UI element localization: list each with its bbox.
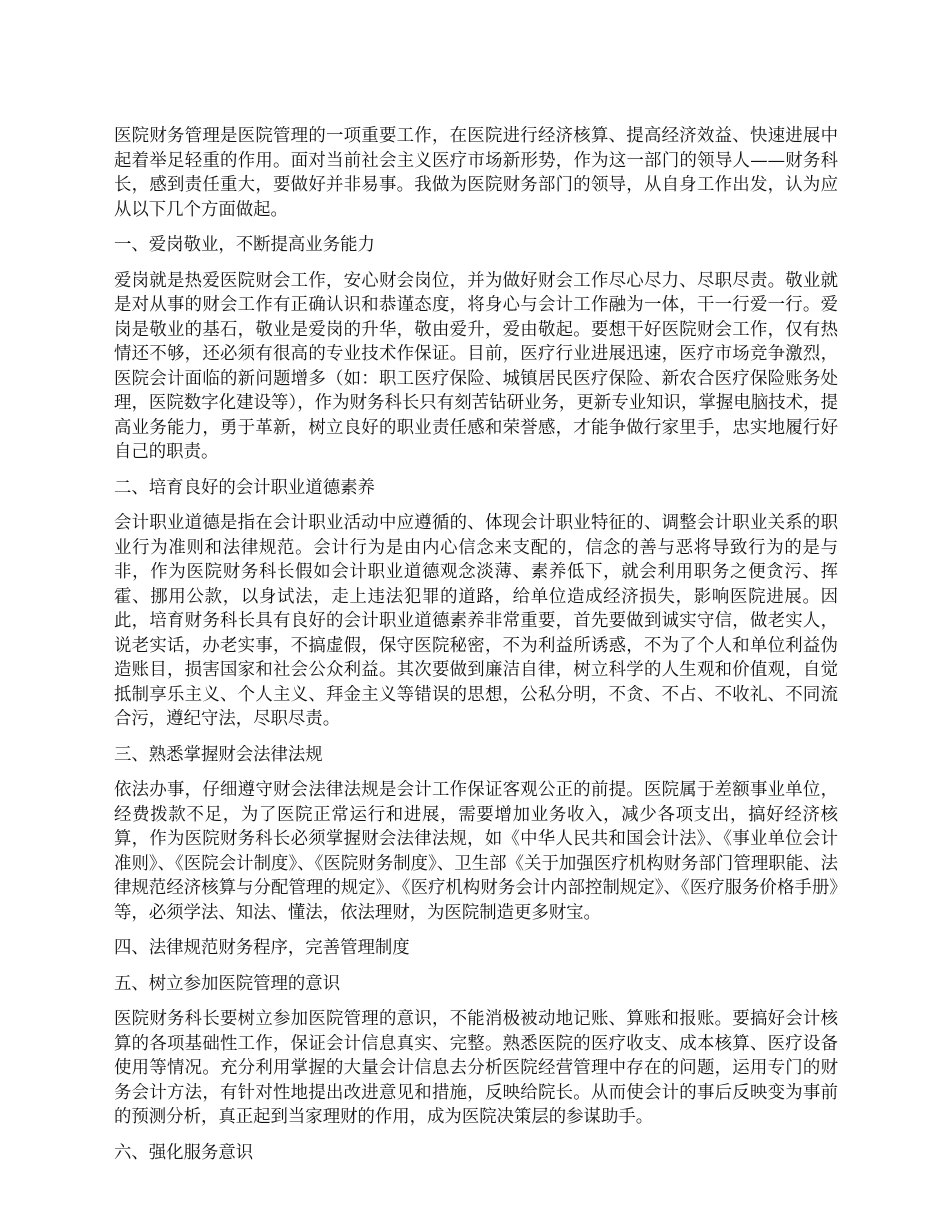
section-1-heading: 一、爱岗敬业，不断提高业务能力 xyxy=(114,235,375,255)
intro-paragraph: 医院财务管理是医院管理的一项重要工作，在医院进行经济核算、提高经济效益、快速进展中起着举足轻重的作用。面对当前社会主义医疗市场新形势，作为这一部门的领导人——财务科长，感到责任重大，要做好并非易事。我做为医院财务部门的领导，从自身工作出发，认为应从以下几个方面做起。 xyxy=(114,126,838,220)
section-5-body: 医院财务科长要树立参加医院管理的意识，不能消极被动地记账、算账和报账。要搞好会计核算的各项基础性工作，保证会计信息真实、完整。熟悉医院的医疗收支、成本核算、医疗设备使用等情况。充分利用掌握的大量会计信息去分析医院经营管理中存在的问题，运用专门的财务会计方法，有针对性地提出改进意见和措施，反映给院长。从而使会计的事后反映变为事前的预测分析，真正起到当家理财的作用，成为医院决策层的参谋助手。 xyxy=(114,1009,838,1127)
section-3-body: 依法办事，仔细遵守财会法律法规是会计工作保证客观公正的前提。医院属于差额事业单位，经费拨款不足，为了医院正常运行和进展，需要增加业务收入，减少各项支出，搞好经济核算，作为医院财务科长必须掌握财会法律法规，如《中华人民共和国会计法》、《事业单位会计准则》、《医院会计制度》、《医院财务制度》、卫生部《关于加强医疗机构财务部门管理职能、法律规范经济核算与分配管理的规定》、《医疗机构财务会计内部控制规定》、《医疗服务价格手册》等，必须学法、知法、懂法，依法理财，为医院制造更多财宝。 xyxy=(114,780,838,923)
section-2-body: 会计职业道德是指在会计职业活动中应遵循的、体现会计职业特征的、调整会计职业关系的职业行为准则和法律规范。会计行为是由内心信念来支配的，信念的善与恶将导致行为的是与非，作为医院财务科长假如会计职业道德观念淡薄、素养低下，就会利用职务之便贪污、挥霍、挪用公款，以身试法，走上违法犯罪的道路，给单位造成经济损失，影响医院进展。因此，培育财务科长具有良好的会计职业道德素养非常重要，首先要做到诚实守信，做老实人，说老实话，办老实事，不搞虚假，保守医院秘密，不为利益所诱惑，不为了个人和单位利益伪造账目，损害国家和社会公众利益。其次要做到廉洁自律，树立科学的人生观和价值观，自觉抵制享乐主义、个人主义、拜金主义等错误的思想，公私分明，不贪、不占、不收礼、不同流合污，遵纪守法，尽职尽责。 xyxy=(114,513,838,729)
section-2-heading: 二、培育良好的会计职业道德素养 xyxy=(114,477,375,498)
section-4-heading: 四、法律规范财务程序，完善管理制度 xyxy=(114,938,410,958)
document-page xyxy=(114,124,838,1176)
section-3-heading: 三、熟悉掌握财会法律法规 xyxy=(114,744,323,765)
section-1-body: 爱岗就是热爱医院财会工作，安心财会岗位，并为做好财会工作尽心尽力、尽职尽责。敬业就是对从事的财会工作有正确认识和恭谨态度，将身心与会计工作融为一体，干一行爱一行。爱岗是敬业的基石，敬业是爱岗的升华，敬由爱升，爱由敬起。要想干好医院财会工作，仅有热情还不够，还必须有很高的专业技术作保证。目前，医疗行业进展迅速，医疗市场竞争激烈，医院会计面临的新问题增多（如：职工医疗保险、城镇居民医疗保险、新农合医疗保险账务处理，医院数字化建设等），作为财务科长只有刻苦钻研业务，更新专业知识，掌握电脑技术，提高业务能力，勇于革新，树立良好的职业责任感和荣誉感，才能争做行家里手，忠实地履行好自己的职责。 xyxy=(114,270,838,462)
section-5-heading: 五、树立参加医院管理的意识 xyxy=(114,973,341,994)
section-6-heading: 六、强化服务意识 xyxy=(114,1142,254,1163)
